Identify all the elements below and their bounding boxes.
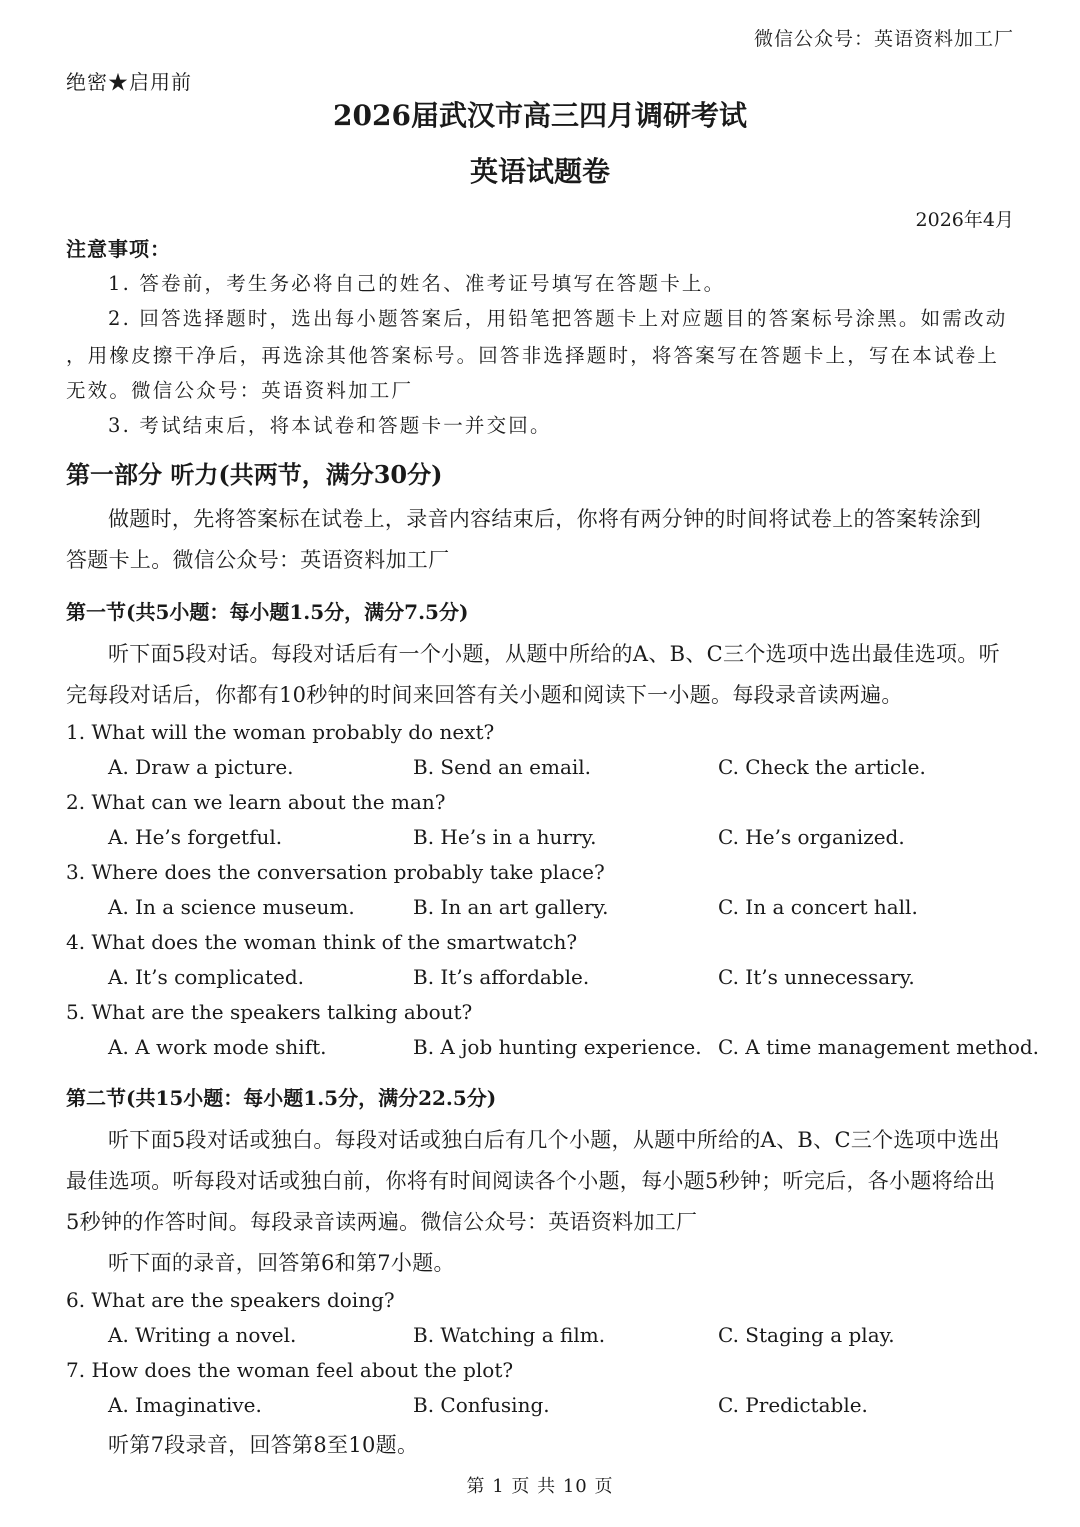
option-c: C. Staging a play. [718,1323,895,1347]
page-number: 第 1 页 共 10 页 [466,1476,614,1497]
part1-intro-line-2: 答题卡上。微信公众号：英语资料加工厂 [66,548,450,572]
option-a: A. He’s forgetful. [108,825,283,849]
section1-intro-line-2: 完每段对话后，你都有10秒钟的时间来回答有关小题和阅读下一小题。每段录音读两遍。 [66,683,903,707]
section2-intro-line-2: 最佳选项。听每段对话或独白前，你将有时间阅读各个小题，每小题5秒钟；听完后，各小题将给出 [66,1169,996,1193]
option-b: B. In an art gallery. [413,895,609,919]
notice-item-2-line-1: 2. 回答选择题时，选出每小题答案后，用铅笔把答题卡上对应题目的答案标号涂黑。如需改动 [108,307,1008,330]
option-a: A. Imaginative. [108,1393,262,1417]
section2-title: 第二节(共15小题：每小题1.5分，满分22.5分) [66,1086,497,1110]
option-c: C. A time management method. [718,1035,1040,1059]
section2-intro-line-3: 5秒钟的作答时间。每段录音读两遍。微信公众号：英语资料加工厂 [66,1210,698,1234]
option-a: A. In a science museum. [108,895,355,919]
notice-item-2-line-2: ，用橡皮擦干净后，再选涂其他答案标号。回答非选择题时，将答案写在答题卡上，写在本试卷上 [66,344,1000,367]
question-6: 6. What are the speakers doing? [66,1288,395,1312]
part1-title: 第一部分 听力(共两节，满分30分) [66,460,443,489]
notice-heading: 注意事项： [66,237,171,261]
option-c: C. Predictable. [718,1393,868,1417]
question-3: 3. Where does the conversation probably take place? [66,860,605,884]
part1-intro-line-1: 做题时，先将答案标在试卷上，录音内容结束后，你将有两分钟的时间将试卷上的答案转涂到 [108,507,982,531]
question-2: 2. What can we learn about the man? [66,790,446,814]
option-c: C. Check the article. [718,755,926,779]
wechat-header: 微信公众号：英语资料加工厂 [753,28,1014,50]
secret-label: 绝密★启用前 [66,70,192,94]
option-b: B. It’s affordable. [413,965,590,989]
option-b: B. He’s in a hurry. [413,825,597,849]
option-b: B. Watching a film. [413,1323,606,1347]
option-c: C. In a concert hall. [718,895,918,919]
section2-intro-line-1: 听下面5段对话或独白。每段对话或独白后有几个小题，从题中所给的A、B、C三个选项中选出 [108,1128,1000,1152]
exam-date: 2026年4月 [915,209,1014,231]
option-b: B. Confusing. [413,1393,550,1417]
option-b: B. A job hunting experience. [413,1035,702,1059]
option-a: A. It’s complicated. [108,965,305,989]
option-b: B. Send an email. [413,755,592,779]
notice-item-2-line-3: 无效。微信公众号：英语资料加工厂 [66,379,414,402]
question-5: 5. What are the speakers talking about? [66,1000,473,1024]
option-a: A. A work mode shift. [108,1035,327,1059]
question-4: 4. What does the woman think of the smartwatch? [66,930,578,954]
section2-instruction-6-7: 听下面的录音，回答第6和第7小题。 [108,1251,455,1275]
exam-subtitle: 英语试题卷 [469,155,610,188]
notice-item-1: 1. 答卷前，考生务必将自己的姓名、准考证号填写在答题卡上。 [108,272,726,295]
option-c: C. He’s organized. [718,825,905,849]
exam-title: 2026届武汉市高三四月调研考试 [333,99,747,132]
section1-title: 第一节(共5小题：每小题1.5分，满分7.5分) [66,600,469,624]
question-7: 7. How does the woman feel about the plot? [66,1358,514,1382]
notice-item-3: 3. 考试结束后，将本试卷和答题卡一并交回。 [108,414,552,437]
section1-intro-line-1: 听下面5段对话。每段对话后有一个小题，从题中所给的A、B、C三个选项中选出最佳选项。听 [108,642,1000,666]
section2-instruction-8-10: 听第7段录音，回答第8至10题。 [108,1433,419,1457]
question-1: 1. What will the woman probably do next? [66,720,495,744]
option-a: A. Writing a novel. [108,1323,297,1347]
option-a: A. Draw a picture. [108,755,294,779]
option-c: C. It’s unnecessary. [718,965,915,989]
